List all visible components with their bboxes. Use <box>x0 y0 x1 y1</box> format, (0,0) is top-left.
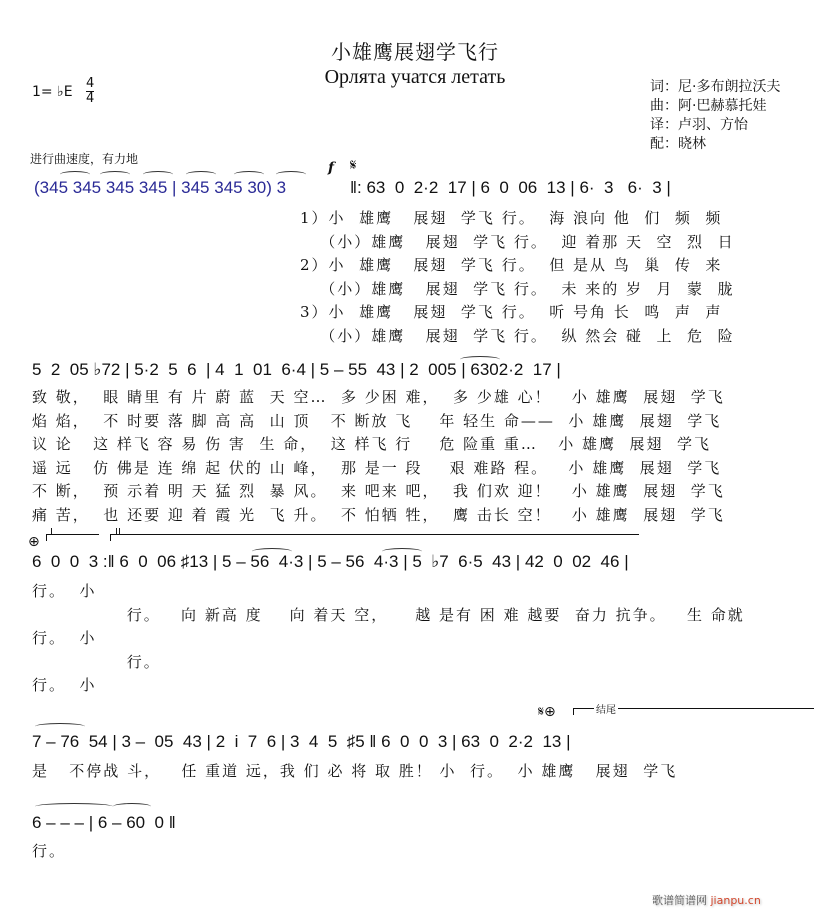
lyric-line: 行。 小 <box>32 676 97 694</box>
credit-composer: 曲：阿·巴赫慕托娃 <box>650 98 767 114</box>
coda-icon: ⊕ <box>28 534 40 550</box>
lyrics-block-3 <box>32 580 745 698</box>
lyric-line: 焰 焰， 不 时要 落 脚 高 高 山 顶 不 断放 飞 年 轻生 命—— 小 雄鹰 展翅 学飞 <box>32 411 722 430</box>
lyric-line: 不 断， 预 示着 明 天 猛 烈 暴 风。 来 吧来 吧， 我 们欢 迎！ 小 雄鹰 展翅 学飞 <box>32 482 725 500</box>
time-signature-bottom: 4 <box>86 91 95 106</box>
lyric-line: 行。 小 <box>32 582 97 600</box>
slur <box>35 803 113 810</box>
volta-bracket-1 <box>46 527 99 541</box>
volta-1-label: I <box>50 527 53 538</box>
lyric-line: 痛 苦， 也 还要 迎 着 霞 光 飞 升。 不 怕牺 牲， 鹰 击长 空！ 小 雄鹰 展翅 学飞 <box>32 505 725 524</box>
segno-icon: 𝄋 <box>350 156 357 174</box>
volta-bracket-2 <box>110 527 639 541</box>
slur <box>60 171 90 178</box>
credit-translator: 译：卢羽、方怡 <box>650 117 748 133</box>
melody-line-1: ‖: 63 0 2·2 17 | 6 0 06 13 | 6· 3 6· 3 | <box>350 178 671 197</box>
ending-bracket <box>573 705 814 716</box>
ending-label: 结尾 <box>596 705 616 716</box>
lyric-line: 1）小 雄鹰 展翅 学飞 行。 海 浪向 他 们 频 频 <box>300 209 723 227</box>
lyric-line: 议 论 这 样飞 容 易 伤 害 生 命， 这 样飞 行 危 险重 重… 小 雄鹰 展翅 学飞 <box>32 435 712 453</box>
lyric-line: 行。 小 <box>32 629 97 647</box>
lyric-line: （小）雄鹰 展翅 学飞 行。 迎 着那 天 空 烈 日 <box>300 232 735 251</box>
melody-line-2: 5 2 05 ♭72 | 5·2 5 6 | 4 1 01 6·4 | 5 – 55 43 | 2 005 | 6302·2 17 | <box>32 360 561 379</box>
lyric-line: （小）雄鹰 展翅 学飞 行。 未 来的 岁 月 蒙 胧 <box>300 279 735 298</box>
lyrics-block-1 <box>300 207 735 348</box>
lyric-line: 行。 向 新高 度 向 着天 空， 越 是有 困 难 越要 奋力 抗争。 生 命就 <box>32 605 745 624</box>
watermark-text: 歌谱简谱网 <box>652 894 707 907</box>
watermark-domain: jianpu.cn <box>710 894 761 907</box>
lyric-line: （小）雄鹰 展翅 学飞 行。 纵 然会 碰 上 危 险 <box>300 326 735 345</box>
credits <box>650 78 780 154</box>
key-signature: 1= ♭E <box>32 84 73 100</box>
melody-line-3: 6 0 0 3 :‖ 6 0 06 ♯13 | 5 – 56 4·3 | 5 – 56 4·3 | 5 ♭7 6·5 43 | 42 0 02 46 | <box>32 552 629 571</box>
lyric-line-4: 是 不停战 斗， 任 重道 远，我 们 必 将 取 胜！ 小 行。 小 雄鹰 展翅 学飞 <box>32 762 678 780</box>
lyric-line: 致 敬， 眼 睛里 有 片 蔚 蓝 天 空… 多 少困 难， 多 少雄 心！ 小 雄鹰 展翅 学飞 <box>32 388 725 406</box>
melody-line-4: 7 – 76 54 | 3 – 05 43 | 2 i 7 6 | 3 4 5 ♯5 ‖ 6 0 0 3 | 63 0 2·2 13 | <box>32 732 571 751</box>
lyric-line: 3）小 雄鹰 展翅 学飞 行。 听 号角 长 鸣 声 声 <box>300 303 723 321</box>
song-title: 小雄鹰展翅学飞行 <box>331 40 499 64</box>
lyrics-block-2 <box>32 386 725 527</box>
segno-coda-icon: 𝄋⊕ <box>538 704 556 720</box>
tempo-marking: 进行曲速度，有力地 <box>30 152 139 166</box>
time-signature <box>86 77 94 106</box>
slur <box>143 171 173 178</box>
lyric-line-5: 行。 <box>32 842 67 860</box>
slur <box>100 171 130 178</box>
forte-mark: f <box>328 160 335 176</box>
slur <box>276 171 306 178</box>
slur <box>35 723 85 730</box>
credit-arranger: 配：晓林 <box>650 136 706 152</box>
watermark <box>652 892 761 908</box>
slur <box>186 171 216 178</box>
melody-line-5: 6 – – – | 6 – 60 0 ‖ <box>32 813 176 832</box>
slur <box>234 171 264 178</box>
volta-2-label: II <box>115 527 121 538</box>
song-subtitle-russian: Орлята учатся летать <box>324 66 506 88</box>
lyric-line: 行。 <box>32 652 161 671</box>
slur <box>113 803 151 810</box>
intro-notation: (345 345 345 345 | 345 345 30) 3 <box>34 178 287 197</box>
lyric-line: 2）小 雄鹰 展翅 学飞 行。 但 是从 鸟 巢 传 来 <box>300 256 723 274</box>
lyric-line: 遥 远 仿 佛是 连 绵 起 伏的 山 峰， 那 是一 段 艰 难路 程。 小 雄鹰 展翅 学飞 <box>32 458 722 477</box>
time-signature-top: 4 <box>86 76 95 91</box>
credit-lyricist: 词：尼·多布朗拉沃夫 <box>650 79 781 95</box>
